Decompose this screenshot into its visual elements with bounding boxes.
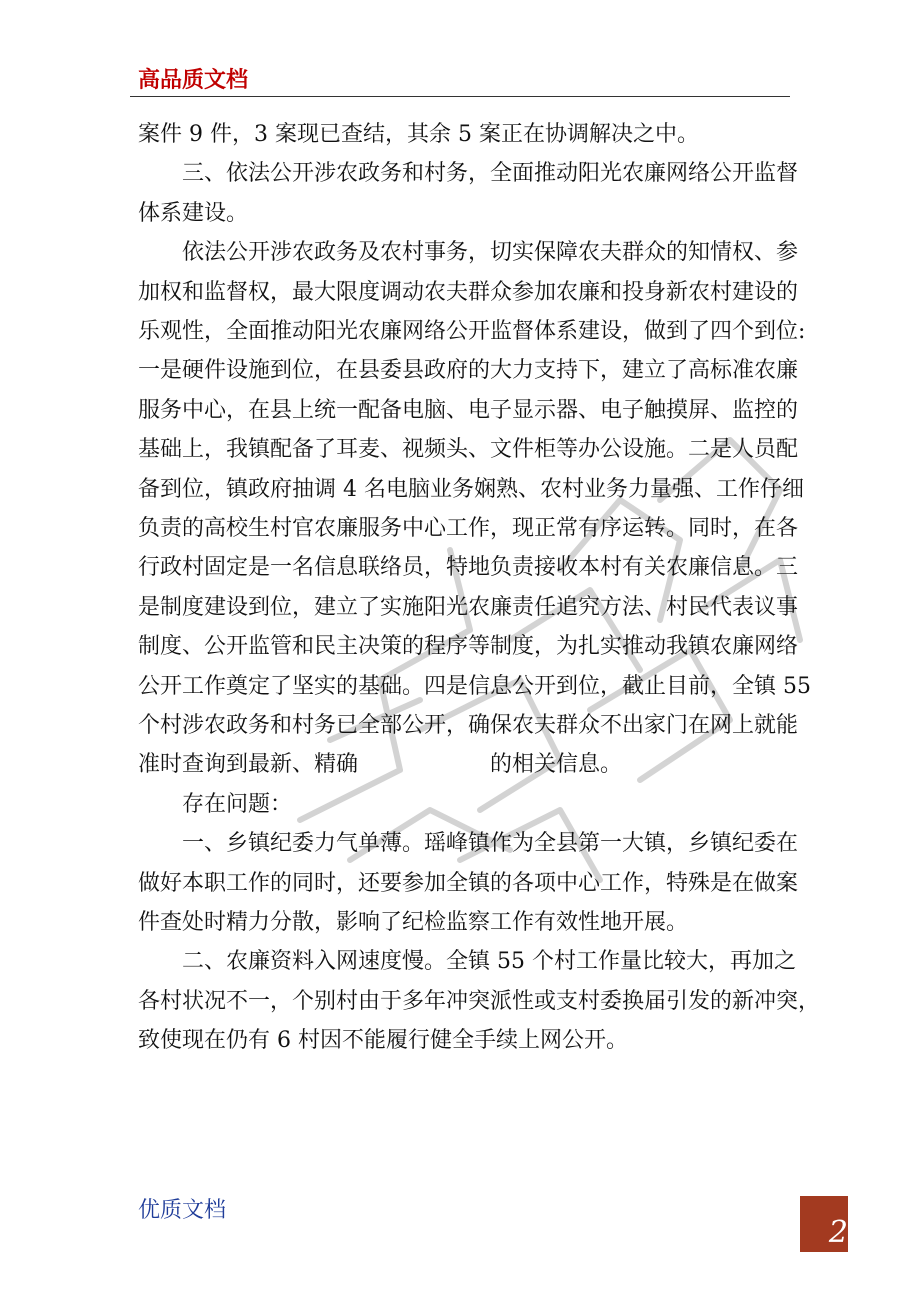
body-line: 依法公开涉农政务及农村事务，切实保障农夫群众的知情权、参 — [138, 240, 799, 266]
body-line: 二、农廉资料入网速度慢。全镇 55 个村工作量比较大，再加之 — [138, 949, 796, 975]
body-line: 个村涉农政务和村务已全部公开，确保农夫群众不出家门在网上就能 — [138, 713, 799, 738]
header-divider — [130, 96, 790, 97]
body-line: 案件 9 件，3 案现已查结，其余 5 案正在协调解决之中。 — [138, 122, 699, 147]
body-line: 基础上，我镇配备了耳麦、视频头、文件柜等办公设施。二是人员配 — [138, 437, 799, 463]
body-line: 公开工作奠定了坚实的基础。四是信息公开到位，截止目前，全镇 55 — [138, 673, 811, 699]
body-line: 行政村固定是一名信息联络员，特地负责接收本村有关农廉信息。三 — [138, 555, 799, 581]
body-line: 服务中心，在县上统一配备电脑、电子显示器、电子触摸屏、监控的 — [138, 397, 799, 423]
page-number: 2 — [828, 1215, 848, 1250]
body-line: 致使现在仍有 6 村因不能履行健全手续上网公开。 — [138, 1028, 628, 1054]
footer-title: 优质文档 — [138, 1198, 227, 1223]
body-line: 准时查询到最新、精确 的相关信息。 — [138, 752, 623, 778]
body-line: 一、乡镇纪委力气单薄。瑶峰镇作为全县第一大镇，乡镇纪委在 — [138, 831, 799, 857]
body-line: 是制度建设到位，建立了实施阳光农廉责任追究方法、村民代表议事 — [138, 594, 799, 620]
body-line: 加权和监督权，最大限度调动农夫群众参加农廉和投身新农村建设的 — [138, 279, 799, 305]
body-line: 做好本职工作的同时，还要参加全镇的各项中心工作，特殊是在做案 — [138, 870, 799, 896]
body-line: 件查处时精力分散，影响了纪检监察工作有效性地开展。 — [138, 910, 689, 935]
body-line: 各村状况不一，个别村由于多年冲突派性或支村委换届引发的新冲突， — [138, 988, 821, 1014]
header-title: 高品质文档 — [138, 68, 249, 93]
body-line: 负责的高校生村官农廉服务中心工作，现正常有序运转。同时，在各 — [138, 516, 799, 541]
body-line: 存在问题： — [138, 791, 293, 817]
body-line: 乐观性，全面推动阳光农廉网络公开监督体系建设，做到了四个到位: — [138, 319, 806, 344]
body-line: 制度、公开监管和民主决策的程序等制度，为扎实推动我镇农廉网络 — [138, 634, 799, 660]
body-line: 一是硬件设施到位，在县委县政府的大力支持下，建立了高标准农廉 — [138, 358, 799, 384]
body-line: 体系建设。 — [138, 200, 249, 226]
body-line: 三、依法公开涉农政务和村务，全面推动阳光农廉网络公开监督 — [138, 161, 799, 187]
body-line: 备到位，镇政府抽调 4 名电脑业务娴熟、农村业务力量强、工作仔细 — [138, 476, 804, 502]
